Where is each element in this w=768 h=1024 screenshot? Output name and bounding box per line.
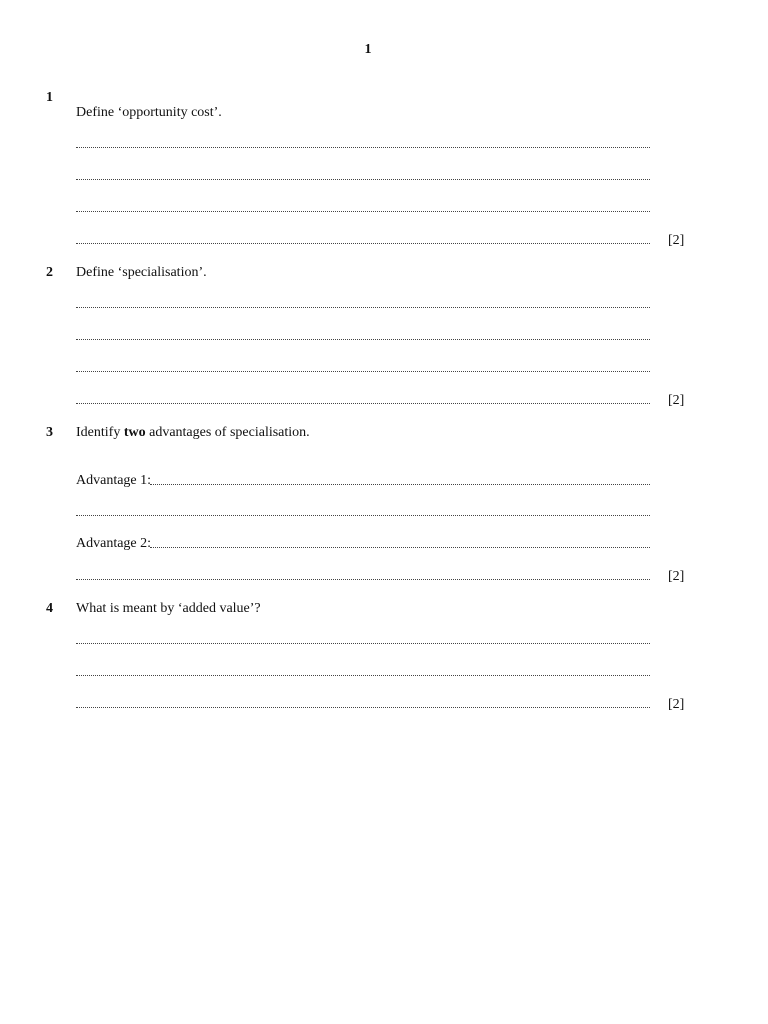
answer-line[interactable]	[76, 370, 650, 372]
answer-line[interactable]	[76, 706, 650, 708]
question-1-number: 1	[46, 90, 53, 105]
question-3-number: 3	[46, 425, 53, 440]
answer-line[interactable]	[76, 514, 650, 516]
advantage-1-line[interactable]	[150, 483, 650, 485]
answer-line[interactable]	[76, 578, 650, 580]
question-4-marks: [2]	[668, 697, 685, 712]
question-2-marks: [2]	[668, 393, 685, 408]
answer-line[interactable]	[76, 306, 650, 308]
advantage-2-line[interactable]	[150, 546, 650, 548]
question-2-number: 2	[46, 265, 53, 280]
advantage-1-label: Advantage 1:	[76, 473, 152, 488]
question-3-text-before: Identify	[76, 425, 124, 440]
answer-line[interactable]	[76, 146, 650, 148]
question-3-text	[76, 425, 310, 441]
answer-line[interactable]	[76, 178, 650, 180]
answer-line[interactable]	[76, 642, 650, 644]
answer-line[interactable]	[76, 210, 650, 212]
answer-line[interactable]	[76, 402, 650, 404]
advantage-2-label: Advantage 2:	[76, 536, 152, 551]
answer-line[interactable]	[76, 242, 650, 244]
question-4-text: What is meant by ‘added value’?	[76, 601, 261, 616]
question-3-text-bold: two	[123, 425, 146, 440]
answer-line[interactable]	[76, 338, 650, 340]
question-3-text-after: advantages of specialisation.	[145, 425, 310, 440]
question-3-marks: [2]	[668, 569, 685, 584]
page-number: 1	[364, 42, 372, 57]
question-2-text: Define ‘specialisation’.	[76, 265, 207, 280]
answer-line[interactable]	[76, 674, 650, 676]
question-4-number: 4	[46, 601, 53, 616]
question-1-marks: [2]	[668, 233, 685, 248]
question-1-text: Define ‘opportunity cost’.	[76, 105, 222, 120]
